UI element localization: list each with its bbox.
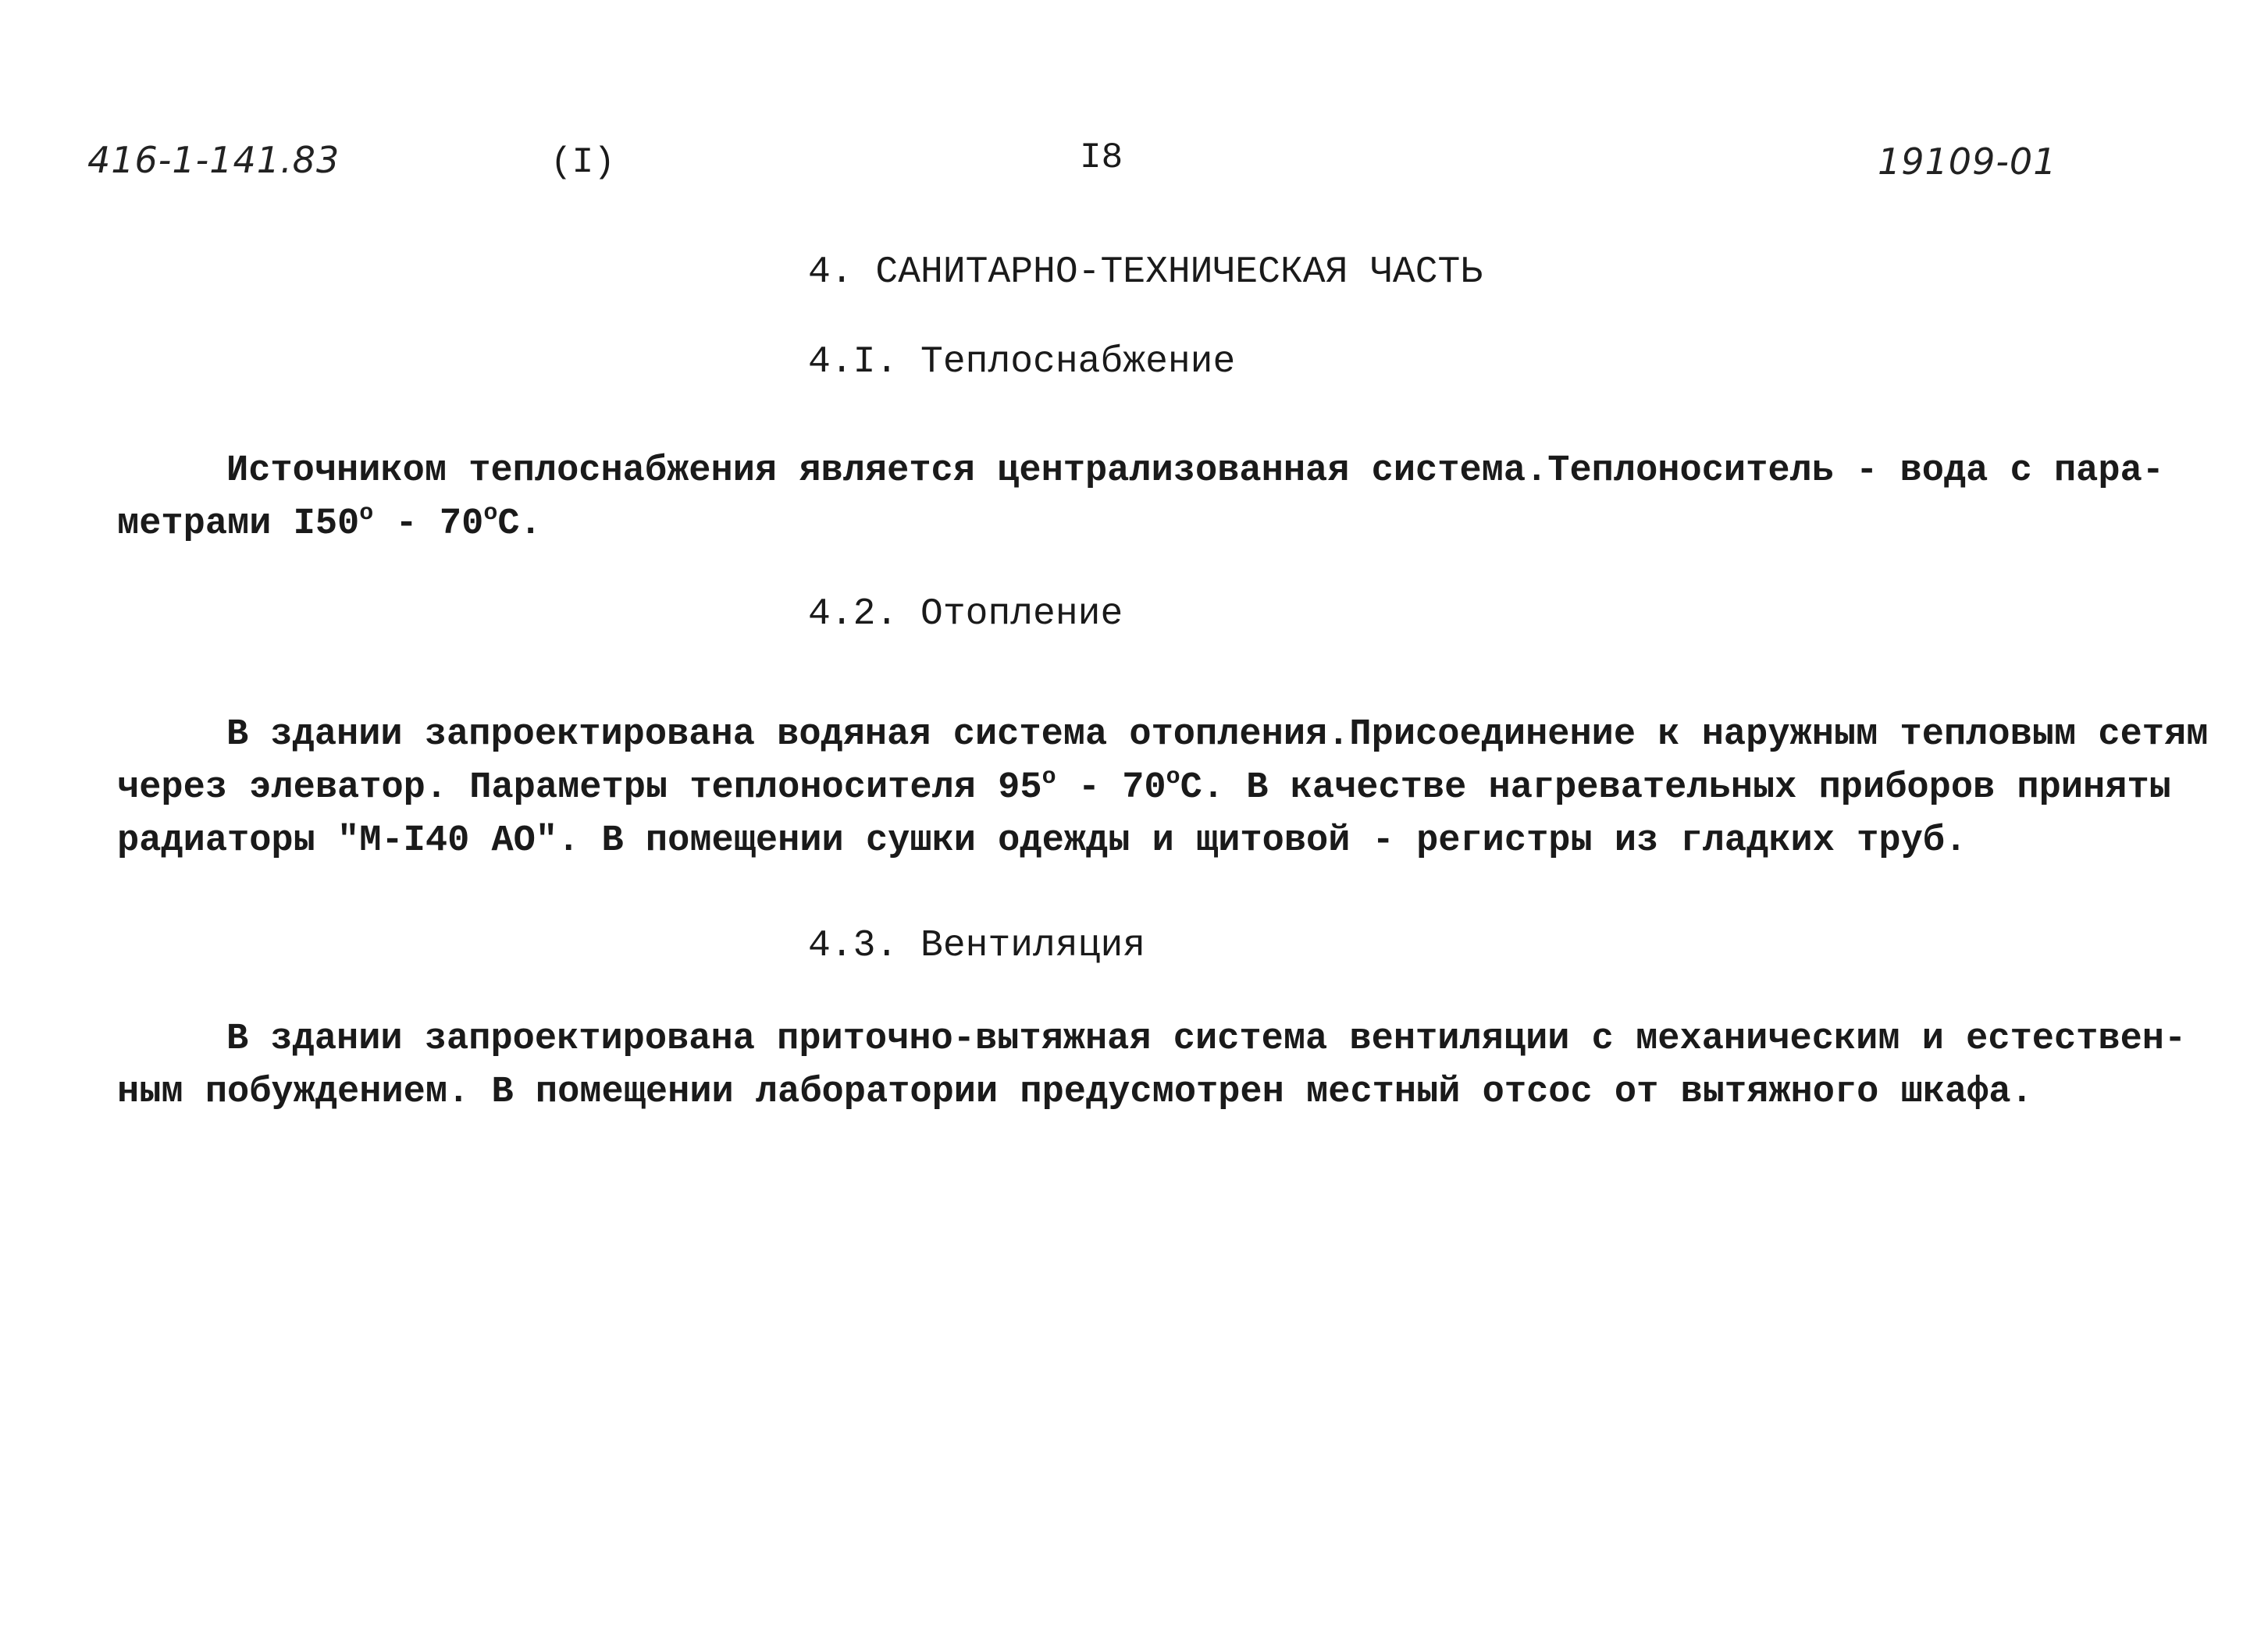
paragraph-ventilation (117, 1013, 2186, 1119)
paragraph-heat-supply (117, 445, 2186, 551)
subsection-heading-heating: 4.2. Отопление (808, 593, 1123, 635)
paragraph-line: через элеватор. Параметры теплоносителя 95$^o$ - 70$^o$С. В качестве нагревательных приборов приняты (117, 764, 2171, 809)
paragraph-line: ным побуждением. В помещении лаборатории предусмотрен местный отсос от вытяжного шкафа. (117, 1072, 2033, 1113)
paragraph-line: В здании запроектирована водяная система отопления.Присоединение к наружным тепловым сетям (226, 714, 2209, 756)
paragraph-line: Источником теплоснабжения является централизованная система.Теплоноситель - вода с пара- (226, 450, 2165, 492)
page-number: I8 (1080, 137, 1123, 178)
paragraph-line: радиаторы "М-I40 АО". В помещении сушки одежды и щитовой - регистры из гладких труб. (117, 820, 1967, 862)
paragraph-line: В здании запроектирована приточно-вытяжная система вентиляции с механическим и естествен- (226, 1019, 2187, 1060)
paragraph-heating (117, 709, 2209, 868)
doc-code-left: 416-1-141.83 (87, 139, 340, 181)
section-title: 4. САНИТАРНО-ТЕХНИЧЕСКАЯ ЧАСТЬ (808, 251, 1483, 293)
doc-code-right: 19109-01 (1878, 140, 2057, 183)
paragraph-line: метрами I50$^o$ - 70$^o$С. (117, 500, 542, 545)
subsection-heading-ventilation: 4.3. Вентиляция (808, 925, 1146, 967)
volume-number: (I) (550, 142, 615, 183)
subsection-heading-heat-supply: 4.I. Теплоснабжение (808, 341, 1236, 383)
